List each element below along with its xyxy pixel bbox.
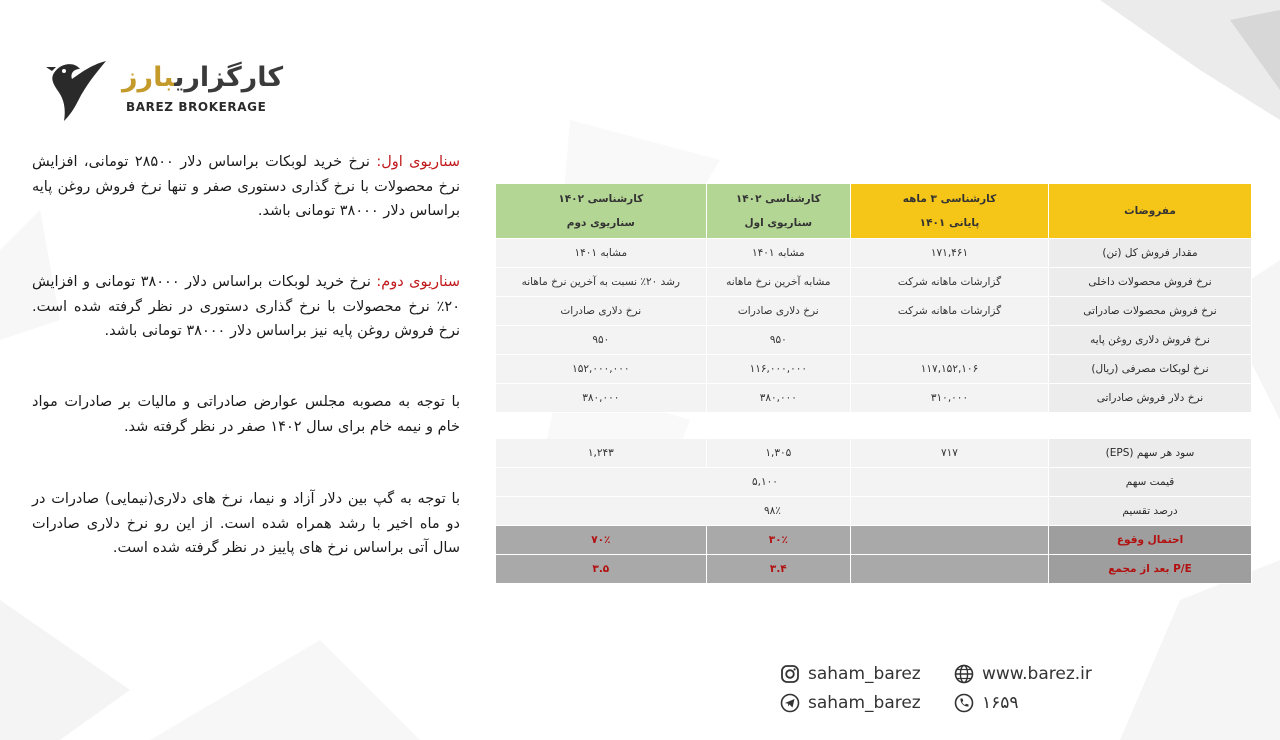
brand-name-fa: کارگزاریبارز <box>122 62 284 93</box>
eagle-logo-icon <box>44 54 124 126</box>
pe-row: P/E بعد از مجمع ۳.۴ ۳.۵ <box>496 555 1252 584</box>
header-col1: کارشناسی ۳ ماهه پایانی ۱۴۰۱ <box>851 184 1049 239</box>
eps-row: سود هر سهم (EPS) ۷۱۷ ۱,۳۰۵ ۱,۲۴۳ <box>496 439 1252 468</box>
telegram-icon <box>780 693 800 713</box>
payout-row: درصد تقسیم ۹۸٪ <box>496 497 1252 526</box>
probability-row: احتمال وقوع ۳۰٪ ۷۰٪ <box>496 526 1252 555</box>
header-col3: کارشناسی ۱۴۰۲ سناریوی دوم <box>496 184 707 239</box>
phone-icon <box>954 693 974 713</box>
header-assumptions: مفروضات <box>1049 184 1252 239</box>
assumptions-table <box>496 184 1252 584</box>
export-tax-paragraph: با توجه به مصوبه مجلس عوارض صادراتی و مالیات بر صادرات مواد خام و نیمه خام برای سال ۱۴۰۲ صفر در نظر گرفته شد. <box>32 394 460 435</box>
table-row: نرخ فروش محصولات داخلی گزارشات ماهانه شرکت مشابه آخرین نرخ ماهانه رشد ۲۰٪ نسبت به آخرین نرخ ماهانه <box>496 268 1252 297</box>
globe-icon <box>954 664 974 684</box>
website-link[interactable]: www.barez.ir <box>954 664 1092 684</box>
table-row: مقدار فروش کل (تن) ۱۷۱,۴۶۱ مشابه ۱۴۰۱ مشابه ۱۴۰۱ <box>496 239 1252 268</box>
table-row: نرخ فروش محصولات صادراتی گزارشات ماهانه شرکت نرخ دلاری صادرات نرخ دلاری صادرات <box>496 297 1252 326</box>
header-col2: کارشناسی ۱۴۰۲ سناریوی اول <box>707 184 851 239</box>
instagram-icon <box>780 664 800 684</box>
instagram-link[interactable]: saham_barez <box>780 664 921 684</box>
table-spacer <box>496 413 1252 439</box>
scenario-two-paragraph: سناریوی دوم: نرخ خرید لوبکات براساس دلار ۳۸۰۰۰ تومانی و افزایش ۲۰٪ نرخ محصولات با نرخ گذاری دستوری در نظر گرفته شده است. نرخ فروش روغن پایه نیز براساس دلار ۳۸۰۰۰ تومانی باشد. <box>32 274 460 339</box>
telegram-link[interactable]: saham_barez <box>780 693 921 713</box>
table-row: نرخ فروش دلاری روغن پایه ۹۵۰ ۹۵۰ <box>496 326 1252 355</box>
scenario-one-paragraph: سناریوی اول: نرخ خرید لوبکات براساس دلار ۲۸۵۰۰ تومانی، افزایش نرخ محصولات با نرخ گذاری دستوری صفر و تنها نرخ فروش روغن پایه براساس دلار ۳۸۰۰۰ تومانی باشد. <box>32 154 460 219</box>
table-row: نرخ لوبکات مصرفی (ریال) ۱۱۷,۱۵۲,۱۰۶ ۱۱۶,۰۰۰,۰۰۰ ۱۵۲,۰۰۰,۰۰۰ <box>496 355 1252 384</box>
dollar-gap-paragraph: با توجه به گپ بین دلار آزاد و نیما، نرخ های دلاری(نیمایی) صادرات در دو ماه اخیر با رشد همراه شده است. از این رو نرخ دلاری صادرات سال آتی براساس نرخ های پاییز در نظر گرفته شده است. <box>32 491 460 556</box>
table-row: نرخ دلار فروش صادراتی ۳۱۰,۰۰۰ ۳۸۰,۰۰۰ ۳۸۰,۰۰۰ <box>496 384 1252 413</box>
phone-link[interactable]: ۱۶۵۹ <box>954 693 1019 713</box>
brand-name-en: BAREZ BROKERAGE <box>126 100 267 114</box>
price-row: قیمت سهم ۵,۱۰۰ <box>496 468 1252 497</box>
table-header-row <box>496 184 1252 239</box>
